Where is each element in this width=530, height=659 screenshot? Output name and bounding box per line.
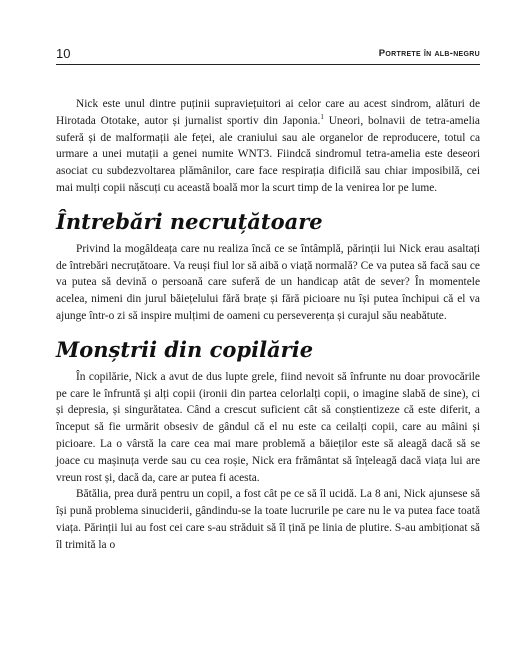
section-heading: Întrebări necruțătoare: [56, 208, 323, 234]
paragraph-text: Nick este unul dintre puținii supraviețuitori ai celor care au acest sindrom, alături de Hirotada Ototake, autor și jurnalist sportiv din Japonia.: [56, 98, 480, 127]
paragraph: [56, 96, 480, 197]
paragraph: În copilărie, Nick a avut de dus lupte grele, fiind nevoit să înfrunte nu doar provocările pe care le înfruntă și alți copii (ironii din partea celorlalți copii, o imagine slabă de sine), ci și depresia, și singurătatea. Când a crescut suficient cât să conștientizeze că este diferit, a început să fie urmărit obsesiv de gândul că el nu este ca ceilalți copii, care au mâini și picioare. La o vârstă la care cea mai mare problemă a băieților este să aleagă dacă să se joace cu mașinuța verde sau cu cea roșie, Nick era frământat să înțeleagă dacă viața lui are vreun rost și, dacă da, care ar putea fi acesta.: [56, 370, 480, 484]
running-title: Portrete în alb-negru: [378, 48, 480, 59]
footnote-marker: 1: [320, 113, 324, 121]
paragraph-text: Uneori, bolnavii de tetra-amelia suferă și de malformații ale feței, ale craniului sau ale organelor de reproducere, totul ca urmare a unei mutații a genei numite WNT3. Fiindcă sindromul tetra-amelia este deseori asociat cu subdezvoltarea plămânilor, care face respirația dificilă sau chiar imposibilă, cei mai mulți copii născuți cu această boală mor la scurt timp de la venirea lor pe lume.: [56, 114, 480, 194]
page-number: 10: [56, 46, 71, 61]
running-header: [56, 44, 480, 65]
paragraph: Privind la mogâldeața care nu realiza încă ce se întâmplă, părinții lui Nick erau asaltați de întrebări necruțătoare. Va reuși fiul lor să aibă o viață normală? Ce va putea să facă sau ce va putea să devină o persoană care suferă de un handicap atât de sever? În momentele acelea, nimeni din jurul băiețelului fără brațe și fără picioare nu își putea închipui că el va ajunge într-o zi să inspire mulțimi de oameni cu perseverența și curajul său neabătute.: [56, 242, 480, 322]
page-body: [56, 96, 480, 554]
section-heading: Monștrii din copilărie: [56, 336, 314, 362]
paragraph: Bătălia, prea dură pentru un copil, a fost cât pe ce să îl ucidă. La 8 ani, Nick ajunsese să își pună problema sinuciderii, gândindu-se la toate lucrurile pe care nu le va putea face toată viața. Părinții lui au fost cei care s-au străduit să îl țină pe linia de plutire. S-au ambiționat să îl trimită la o: [56, 488, 480, 551]
